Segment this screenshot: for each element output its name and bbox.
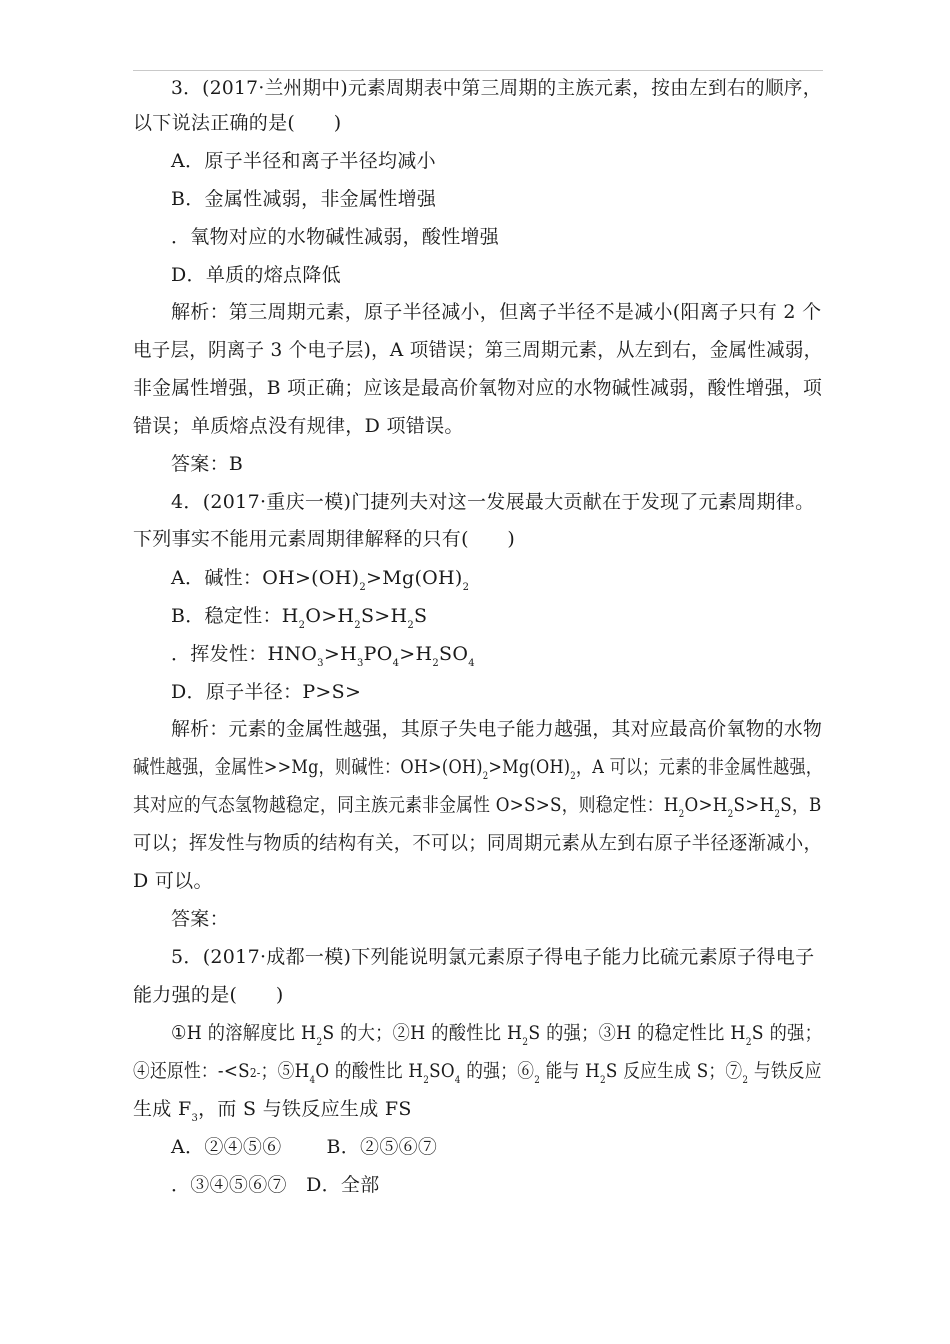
q5-stem-line2: 能力强的是( )	[133, 984, 284, 1006]
q3-answer: 答案：B	[171, 453, 244, 475]
q3-stem-line2: 以下说法正确的是( )	[133, 112, 342, 134]
q5-statements-line3: 生成 $F_3$，而 S 与铁反应生成 FS	[133, 1098, 412, 1124]
q4-analysis-line3: 其对应的气态氢物越稳定，同主族元素非金属性 O>S>S，则稳定性：$H_2O>H_2S>H_2S$，B	[133, 794, 822, 820]
q3-stem-line1: 3．(2017·兰州期中)元素周期表中第三周期的主族元素，按由左到右的顺序，	[171, 77, 822, 99]
q4-option-c: ．挥发性：$HNO_3>H_3PO_4>H_2SO_4$	[171, 643, 475, 669]
q3-option-a: A．原子半径和离子半径均减小	[171, 150, 436, 172]
q4-option-b: B．稳定性：$H_2O>H_2S>H_2S$	[171, 605, 428, 631]
q4-answer: 答案：	[171, 908, 229, 930]
q4-stem-line2: 下列事实不能用元素周期律解释的只有( )	[133, 528, 516, 550]
header-rule	[133, 70, 823, 71]
q3-option-c: ．氧物对应的水物碱性减弱，酸性增强	[171, 226, 500, 248]
q3-analysis-line2: 电子层，阴离子 3 个电子层)，A 项错误；第三周期元素，从左到右，金属性减弱，	[133, 339, 823, 361]
q4-option-d: D．原子半径：P>S>	[171, 681, 362, 703]
q3-analysis-line1: 解析：第三周期元素，原子半径减小，但离子半径不是减小(阳离子只有 2 个	[171, 301, 822, 323]
q4-option-a: A．碱性：$OH>(OH)_2>Mg(OH)_2$	[171, 567, 470, 593]
q5-options-ab: A．②④⑤⑥ B．②⑤⑥⑦	[171, 1136, 438, 1158]
q3-analysis-line4: 错误；单质熔点没有规律，D 项错误。	[133, 415, 464, 437]
q5-statements-line2: ④还原性：-<S2-；$⑤H_4O$ 的酸性比 $H_2SO_4$ 的强；$⑥_2$ 能与 $H_2S$ 反应生成 S；$⑦_2$ 与铁反应	[133, 1060, 822, 1086]
q3-analysis-line3: 非金属性增强，B 项正确；应该是最高价氧物对应的水物碱性减弱，酸性增强，项	[133, 377, 823, 399]
q4-analysis-line5: D 可以。	[133, 870, 213, 892]
q4-analysis-line2: 碱性越强，金属性>>Mg，则碱性：$OH>(OH)_2>Mg(OH)_2$，A 可以；元素的非金属性越强，	[133, 756, 823, 782]
q5-statements-line1: ①H 的溶解度比 $H_2S$ 的大；②H 的酸性比 $H_2S$ 的强；③H 的稳定性比 $H_2S$ 的强；	[171, 1022, 823, 1048]
q4-analysis-line1: 解析：元素的金属性越强，其原子失电子能力越强，其对应最高价氧物的水物	[171, 718, 823, 740]
q3-option-d: D．单质的熔点降低	[171, 264, 341, 286]
q3-option-b: B．金属性减弱，非金属性增强	[171, 188, 437, 210]
q4-stem-line1: 4．(2017·重庆一模)门捷列夫对这一发展最大贡献在于发现了元素周期律。	[171, 491, 815, 513]
q5-options-cd: ．③④⑤⑥⑦ D．全部	[171, 1174, 380, 1196]
q4-analysis-line4: 可以；挥发性与物质的结构有关，不可以；同周期元素从左到右原子半径逐渐减小，	[133, 832, 823, 854]
q5-stem-line1: 5．(2017·成都一模)下列能说明氯元素原子得电子能力比硫元素原子得电子	[171, 946, 815, 968]
